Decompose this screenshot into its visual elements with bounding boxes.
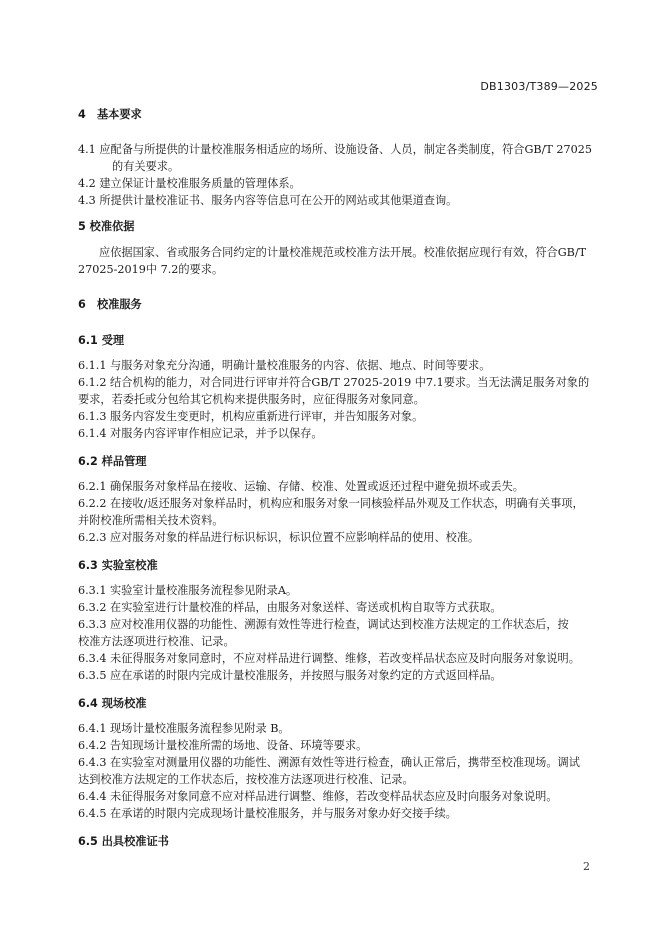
clause-6-1-2-cont: 要求，若委托或分包给其它机构来提供服务时，应征得服务对象同意。 xyxy=(78,393,425,406)
clause-4-2: 4.2 建立保证计量校准服务质量的管理体系。 xyxy=(78,177,301,190)
section-5-paragraph: 应依据国家、省或服务合同约定的计量校准规范或校准方法开展。校准依据应现行有效，符合GB/T xyxy=(99,246,587,259)
section-6-heading: 6 校准服务 xyxy=(78,298,142,311)
section-5-paragraph-cont: 27025-2019中 7.2的要求。 xyxy=(78,263,224,276)
document-header-code: DB1303/T389—2025 xyxy=(480,80,598,93)
clause-6-4-3-cont: 达到校准方法规定的工作状态后，按校准方法逐项进行校准、记录。 xyxy=(78,773,414,786)
section-6-4-heading: 6.4 现场校准 xyxy=(78,697,147,710)
clause-6-1-2: 6.1.2 结合机构的能力，对合同进行评审并符合GB/T 27025-2019 中7.1要求。当无法满足服务对象的 xyxy=(78,376,590,389)
clause-6-2-2: 6.2.2 在接收/返还服务对象样品时，机构应和服务对象一同核验样品外观及工作状态，明确有关事项， xyxy=(78,497,584,510)
section-6-3-heading: 6.3 实验室校准 xyxy=(78,559,158,572)
section-6-5-heading: 6.5 出具校准证书 xyxy=(78,835,169,848)
clause-6-1-3: 6.1.3 服务内容发生变更时，机构应重新进行评审，并告知服务对象。 xyxy=(78,410,424,423)
clause-6-1-1: 6.1.1 与服务对象充分沟通，明确计量校准服务的内容、依据、地点、时间等要求。 xyxy=(78,359,491,372)
clause-6-4-3: 6.4.3 在实验室对测量用仪器的功能性、溯源有效性等进行检查，确认正常后，携带至校准现场。调试 xyxy=(78,756,580,769)
clause-6-4-5: 6.4.5 在承诺的时限内完成现场计量校准服务，并与服务对象办好交接手续。 xyxy=(78,807,457,820)
clause-6-3-3-cont: 校准方法逐项进行校准、记录。 xyxy=(78,635,235,648)
clause-4-3: 4.3 所提供计量校准证书、服务内容等信息可在公开的网站或其他渠道查询。 xyxy=(78,194,458,207)
clause-6-2-1: 6.2.1 确保服务对象样品在接收、运输、存储、校准、处置或返还过程中避免损坏或丢失。 xyxy=(78,480,524,493)
section-6-2-heading: 6.2 样品管理 xyxy=(78,455,147,468)
clause-4-1-cont: 的有关要求。 xyxy=(112,160,180,173)
clause-6-2-2-cont: 并附校准所需相关技术资料。 xyxy=(78,514,224,527)
clause-4-1: 4.1 应配备与所提供的计量校准服务相适应的场所、设施设备、人员，制定各类制度，符合GB/T 27025 xyxy=(78,143,593,156)
clause-6-3-4: 6.3.4 未征得服务对象同意时，不应对样品进行调整、维修，若改变样品状态应及时向服务对象说明。 xyxy=(78,652,580,665)
section-5-heading: 5 校准依据 xyxy=(78,220,135,233)
clause-6-1-4: 6.1.4 对服务内容评审作相应记录，并予以保存。 xyxy=(78,427,323,440)
clause-6-3-3: 6.3.3 应对校准用仪器的功能性、溯源有效性等进行检查，调试达到校准方法规定的工作状态后，按 xyxy=(78,618,569,631)
clause-6-3-5: 6.3.5 应在承诺的时限内完成计量校准服务，并按照与服务对象约定的方式返回样品。 xyxy=(78,669,502,682)
clause-6-2-3: 6.2.3 应对服务对象的样品进行标识标识，标识位置不应影响样品的使用、校准。 xyxy=(78,531,480,544)
clause-6-4-2: 6.4.2 告知现场计量校准所需的场地、设备、环境等要求。 xyxy=(78,739,368,752)
clause-6-3-1: 6.3.1 实验室计量校准服务流程参见附录A。 xyxy=(78,584,298,597)
clause-6-4-1: 6.4.1 现场计量校准服务流程参见附录 B。 xyxy=(78,722,290,735)
page-number: 2 xyxy=(583,860,590,873)
clause-6-4-4: 6.4.4 未征得服务对象同意不应对样品进行调整、维修，若改变样品状态应及时向服务对象说明。 xyxy=(78,790,558,803)
section-6-1-heading: 6.1 受理 xyxy=(78,334,125,347)
section-4-heading: 4 基本要求 xyxy=(78,108,142,121)
clause-6-3-2: 6.3.2 在实验室进行计量校准的样品，由服务对象送样、寄送或机构自取等方式获取。 xyxy=(78,601,502,614)
